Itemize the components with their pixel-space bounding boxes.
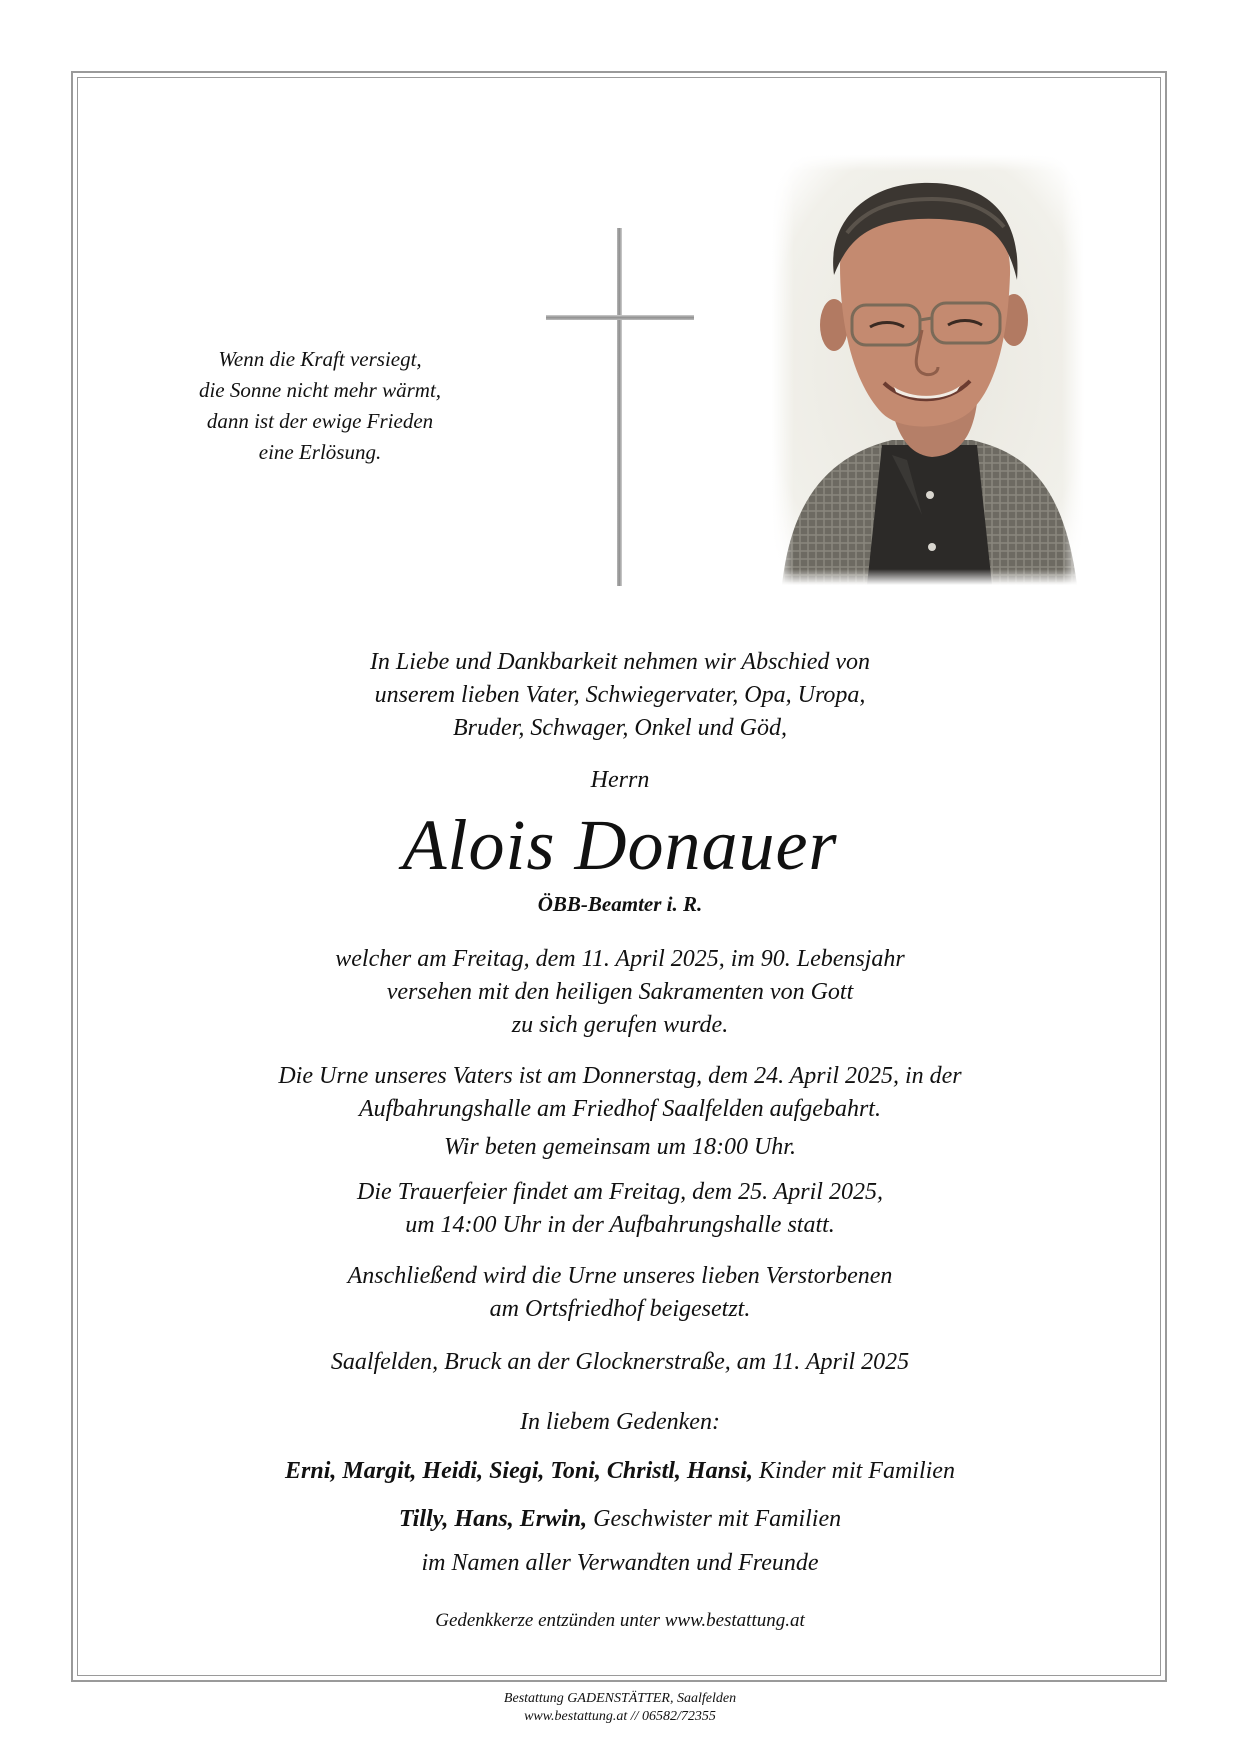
family-relation: im Namen aller Verwandten und Freunde bbox=[421, 1550, 819, 1576]
urn-line: Aufbahrungshalle am Friedhof Saalfelden aufgebahrt. bbox=[359, 1096, 881, 1122]
candle-note: Gedenkkerze entzünden unter www.bestattung.at bbox=[435, 1610, 805, 1631]
urn-viewing-notice bbox=[120, 1060, 1120, 1126]
death-line: zu sich gerufen wurde. bbox=[511, 1012, 729, 1038]
family-names: Tilly, Hans, Erwin, bbox=[398, 1506, 588, 1532]
burial-line: am Ortsfriedhof beigesetzt. bbox=[489, 1296, 751, 1322]
poem-line: Wenn die Kraft versiegt, bbox=[218, 347, 422, 371]
prayer-notice: Wir beten gemeinsam um 18:00 Uhr. bbox=[444, 1134, 796, 1160]
poem bbox=[150, 344, 490, 468]
death-line: welcher am Freitag, dem 11. April 2025, im 90. Lebensjahr bbox=[335, 946, 905, 972]
ceremony-line: Die Trauerfeier findet am Freitag, dem 25. April 2025, bbox=[357, 1179, 883, 1205]
death-notice bbox=[120, 943, 1120, 1042]
intro-line: Bruder, Schwager, Onkel und Göd, bbox=[453, 715, 787, 741]
family-line-children bbox=[120, 1455, 1120, 1488]
intro-text bbox=[120, 646, 1120, 745]
place-date: Saalfelden, Bruck an der Glocknerstraße, am 11. April 2025 bbox=[330, 1349, 910, 1375]
ceremony-notice bbox=[120, 1176, 1120, 1242]
deceased-name: Alois Donauer bbox=[402, 805, 838, 885]
ceremony-line: um 14:00 Uhr in der Aufbahrungshalle statt. bbox=[405, 1212, 835, 1238]
poem-line: eine Erlösung. bbox=[258, 440, 382, 464]
urn-line: Die Urne unseres Vaters ist am Donnerstag, dem 24. April 2025, in der bbox=[278, 1063, 962, 1089]
intro-line: unserem lieben Vater, Schwiegervater, Opa, Uropa, bbox=[374, 682, 866, 708]
death-line: versehen mit den heiligen Sakramenten von Gott bbox=[386, 979, 854, 1005]
cross-horizontal-beam bbox=[546, 315, 694, 320]
latin-cross-icon bbox=[546, 228, 694, 586]
poem-line: dann ist der ewige Frieden bbox=[206, 409, 434, 433]
burial-line: Anschließend wird die Urne unseres lieben Verstorbenen bbox=[347, 1263, 893, 1289]
deceased-title: ÖBB-Beamter i. R. bbox=[537, 892, 703, 916]
memory-heading: In liebem Gedenken: bbox=[520, 1409, 720, 1435]
footer-company: Bestattung GADENSTÄTTER, Saalfelden bbox=[503, 1691, 737, 1706]
family-relation: Kinder mit Familien bbox=[758, 1458, 955, 1484]
family-relation: Geschwister mit Familien bbox=[593, 1506, 842, 1532]
family-line-siblings bbox=[120, 1503, 1120, 1536]
poem-line: die Sonne nicht mehr wärmt, bbox=[198, 378, 442, 402]
family-line-relatives bbox=[120, 1547, 1120, 1580]
cross-vertical-beam bbox=[617, 228, 622, 586]
footer-contact: www.bestattung.at // 06582/72355 bbox=[524, 1709, 716, 1724]
footer bbox=[420, 1690, 820, 1726]
salutation: Herrn bbox=[590, 767, 650, 793]
intro-line: In Liebe und Dankbarkeit nehmen wir Abschied von bbox=[369, 649, 871, 675]
portrait-photo bbox=[772, 155, 1084, 585]
burial-notice bbox=[120, 1260, 1120, 1326]
family-names: Erni, Margit, Heidi, Siegi, Toni, Christl, Hansi, bbox=[285, 1458, 753, 1484]
